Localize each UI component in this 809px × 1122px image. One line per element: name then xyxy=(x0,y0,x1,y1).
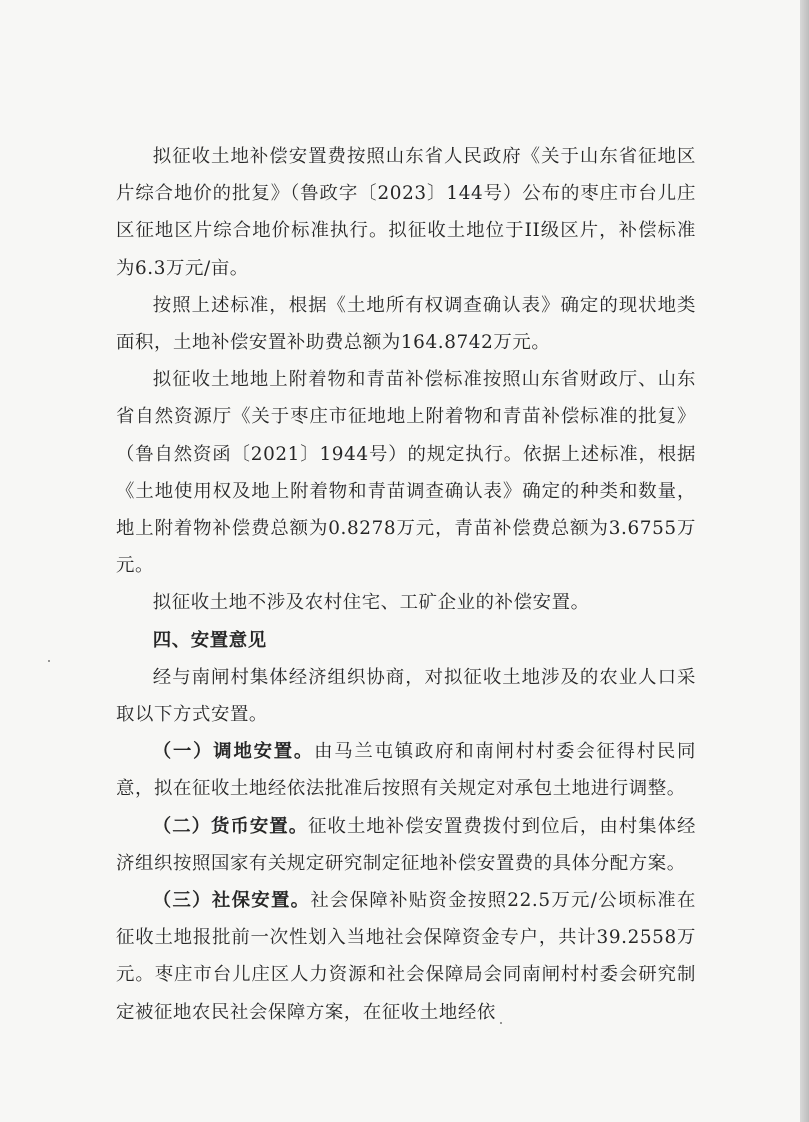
item-label: （一）调地安置。 xyxy=(152,741,315,763)
section-heading: 四、安置意见 xyxy=(152,629,267,651)
item-text: 社会保障补贴资金按照22.5万元/公顷标准在征收土地报批前一次性划入当地社会保障资金专户，共计39.2558万元。枣庄市台儿庄区人力资源和社会保障局会同南闸村村委会研究制定被征地农民社会保障方案，在征收土地经依 xyxy=(116,890,696,1023)
item-social-security xyxy=(116,882,696,1031)
paragraph-compensation-standard: 拟征收土地补偿安置费按照山东省人民政府《关于山东省征地区片综合地价的批复》（鲁政字〔2023〕144号）公布的枣庄市台儿庄区征地区片综合地价标准执行。拟征收土地位于II级区片，补偿标准为6.3万元/亩。 xyxy=(116,146,696,279)
paragraph-attachments-crops: 拟征收土地地上附着物和青苗补偿标准按照山东省财政厅、山东省自然资源厅《关于枣庄市征地地上附着物和青苗补偿标准的批复》（鲁自然资函〔2021〕1944号）的规定执行。依据上述标准，根据《土地使用权及地上附着物和青苗调查确认表》确定的种类和数量，地上附着物补偿费总额为0.8278万元，青苗补偿费总额为3.6755万元。 xyxy=(116,369,696,577)
paragraph-no-housing: 拟征收土地不涉及农村住宅、工矿企业的补偿安置。 xyxy=(152,592,590,614)
item-monetary-resettlement xyxy=(116,808,696,882)
item-label: （二）货币安置。 xyxy=(152,815,309,837)
item-land-adjustment xyxy=(116,733,696,807)
scan-edge-shadow xyxy=(800,0,809,1122)
scan-speck xyxy=(48,660,50,662)
paragraph-compensation-total: 按照上述标准，根据《土地所有权调查确认表》确定的现状地类面积，土地补偿安置补助费总额为164.8742万元。 xyxy=(116,294,696,354)
document-body xyxy=(116,138,696,1031)
item-label: （三）社保安置。 xyxy=(152,890,311,912)
item-text: 征收土地补偿安置费拨付到位后，由村集体经济组织按照国家有关规定研究制定征地补偿安置费的具体分配方案。 xyxy=(116,815,696,874)
paragraph-resettlement-intro: 经与南闸村集体经济组织协商，对拟征收土地涉及的农业人口采取以下方式安置。 xyxy=(116,666,696,726)
scan-speck xyxy=(500,1022,502,1024)
item-text: 由马兰屯镇政府和南闸村村委会征得村民同意，拟在征收土地经依法批准后按照有关规定对承包土地进行调整。 xyxy=(116,741,696,800)
